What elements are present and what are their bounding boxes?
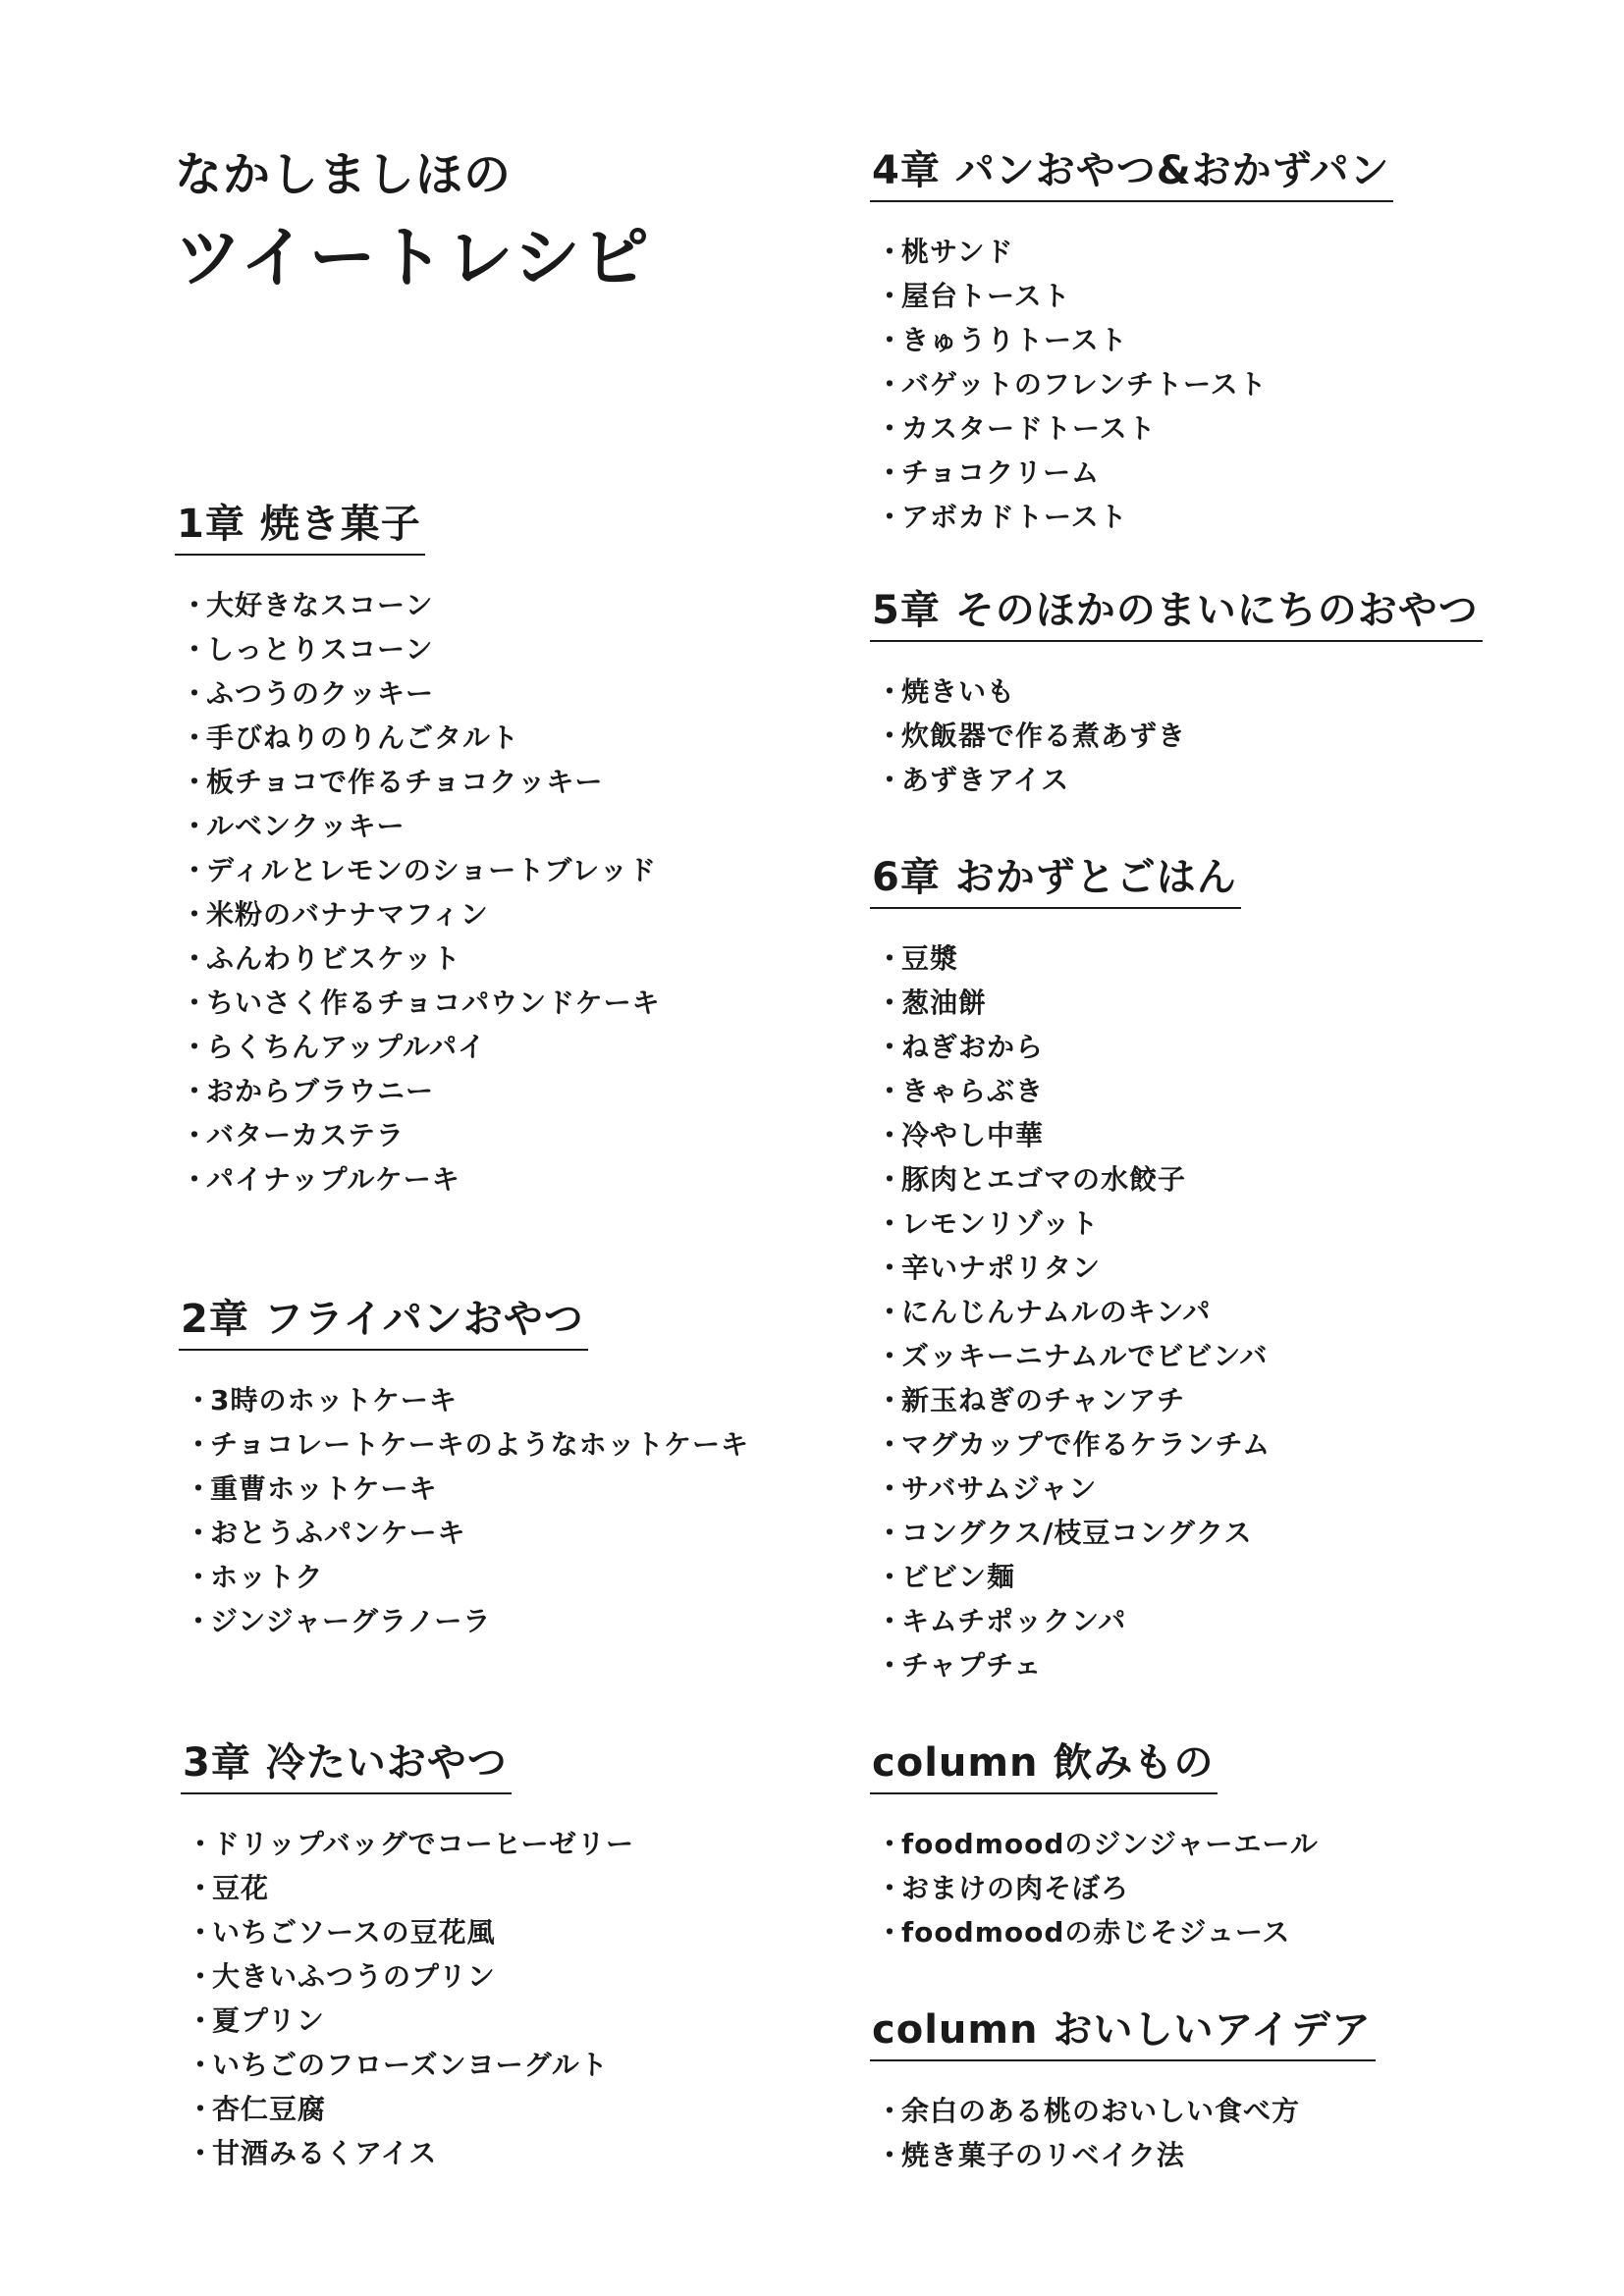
bullet: ・: [876, 1163, 905, 1196]
recipe-list: [870, 936, 1271, 1687]
recipe-name: 辛いナポリタン: [901, 1252, 1102, 1284]
list-item: [179, 1467, 749, 1511]
recipe-name: あずきアイス: [901, 764, 1070, 796]
recipe-name: バターカステラ: [206, 1119, 405, 1151]
section-chapter-5: [870, 585, 1483, 802]
recipe-list: [181, 1822, 634, 2175]
recipe-name: 豚肉とエゴマの水餃子: [901, 1163, 1187, 1196]
recipe-name: 甘酒みるくアイス: [212, 2137, 438, 2169]
bullet: ・: [187, 2049, 216, 2081]
bullet: ・: [876, 1428, 905, 1461]
bullet: ・: [876, 1605, 905, 1637]
recipe-name: 杏仁豆腐: [212, 2093, 327, 2125]
list-item: [870, 1069, 1271, 1113]
list-item: [175, 936, 661, 981]
list-item: [175, 1157, 661, 1201]
section-chapter-4: [870, 145, 1393, 539]
recipe-name: チャプチェ: [901, 1649, 1043, 1682]
list-item: [181, 2087, 634, 2131]
bullet: ・: [876, 764, 905, 796]
bullet: ・: [876, 1649, 905, 1682]
section-column-ideas: [870, 2004, 1376, 2177]
recipe-name: 大きいふつうのプリン: [212, 1960, 496, 1993]
recipe-name: ふんわりビスケット: [206, 942, 461, 975]
recipe-name: 重曹ホットケーキ: [210, 1472, 438, 1505]
list-item: [870, 669, 1483, 714]
title-line-1: なかしましほの: [175, 147, 513, 202]
bullet: ・: [181, 942, 210, 975]
list-item: [870, 495, 1393, 539]
recipe-list: [870, 2089, 1376, 2177]
bullet: ・: [876, 1075, 905, 1107]
section-chapter-2: [179, 1294, 749, 1643]
bullet: ・: [185, 1384, 214, 1416]
bullet: ・: [876, 720, 905, 752]
section-heading: 6章 おかずとごはん: [870, 852, 1241, 909]
title-line-2: ツイートレシピ: [175, 220, 651, 297]
bullet: ・: [181, 766, 210, 798]
bullet: ・: [181, 898, 210, 931]
recipe-name: 冷やし中華: [901, 1119, 1045, 1151]
bullet: ・: [876, 324, 905, 356]
recipe-name: いちごのフローズンヨーグルト: [212, 2049, 609, 2081]
recipe-name: チョコレートケーキのようなホットケーキ: [210, 1428, 750, 1461]
list-item: [175, 892, 661, 936]
bullet: ・: [181, 854, 210, 886]
section-heading: 2章 フライパンおやつ: [179, 1294, 588, 1351]
recipe-name: マグカップで作るケランチム: [901, 1428, 1272, 1461]
list-item: [870, 714, 1483, 758]
recipe-name: 葱油餅: [901, 987, 988, 1019]
list-item: [181, 1954, 634, 1999]
bullet: ・: [876, 1207, 905, 1240]
list-item: [870, 1822, 1319, 1866]
list-item: [870, 1555, 1271, 1599]
list-item: [870, 2089, 1376, 2133]
section-heading: column 飲みもの: [870, 1737, 1218, 1794]
recipe-list: [179, 1378, 749, 1643]
bullet: ・: [876, 236, 905, 268]
list-item: [870, 1378, 1271, 1422]
recipe-name: 板チョコで作るチョコクッキー: [206, 766, 604, 798]
section-heading: column おいしいアイデア: [870, 2004, 1376, 2061]
list-item: [870, 1910, 1319, 1954]
recipe-name: レモンリゾット: [901, 1207, 1100, 1240]
recipe-name: サバサムジャン: [901, 1472, 1098, 1505]
bullet: ・: [185, 1517, 214, 1549]
list-item: [870, 1422, 1271, 1467]
bullet: ・: [876, 1561, 905, 1593]
recipe-list: [870, 230, 1393, 539]
recipe-name: 焼き菓子のリベイク法: [901, 2139, 1185, 2171]
list-item: [870, 1246, 1271, 1290]
bullet: ・: [181, 987, 210, 1019]
recipe-name: しっとりスコーン: [206, 633, 434, 666]
recipe-name: にんじんナムルのキンパ: [901, 1296, 1212, 1328]
bullet: ・: [876, 1828, 905, 1860]
list-item: [179, 1511, 749, 1555]
bullet: ・: [876, 1472, 905, 1505]
section-heading: 3章 冷たいおやつ: [181, 1737, 512, 1794]
recipe-name: 新玉ねぎのチャンアチ: [901, 1384, 1186, 1416]
list-item: [175, 1069, 661, 1113]
bullet: ・: [876, 1031, 905, 1063]
list-item: [870, 1643, 1271, 1687]
list-item: [175, 1025, 661, 1069]
recipe-name: いちごソースの豆花風: [212, 1916, 496, 1949]
section-chapter-1: [175, 499, 661, 1201]
list-item: [870, 1290, 1271, 1334]
list-item: [870, 1599, 1271, 1643]
bullet: ・: [876, 456, 905, 489]
recipe-name: パイナップルケーキ: [206, 1163, 460, 1196]
recipe-name: ズッキーニナムルでビビンバ: [901, 1340, 1269, 1372]
recipe-name: ホットク: [210, 1561, 324, 1593]
recipe-name: ねぎおから: [901, 1031, 1045, 1063]
list-item: [870, 981, 1271, 1025]
recipe-name: バゲットのフレンチトースト: [901, 368, 1268, 400]
list-item: [175, 760, 661, 804]
bullet: ・: [876, 2095, 905, 2127]
recipe-name: ルベンクッキー: [206, 810, 406, 842]
list-item: [870, 1025, 1271, 1069]
recipe-name: チョコクリーム: [901, 456, 1101, 489]
recipe-name: 3時のホットケーキ: [210, 1384, 458, 1416]
list-item: [870, 1511, 1271, 1555]
recipe-list: [870, 669, 1483, 802]
recipe-name: カスタードトースト: [901, 412, 1157, 445]
recipe-name: キムチポックンパ: [901, 1605, 1127, 1637]
list-item: [870, 2133, 1376, 2177]
bullet: ・: [187, 1872, 216, 1904]
bullet: ・: [181, 1075, 210, 1107]
list-item: [181, 1910, 634, 1954]
bullet: ・: [876, 368, 905, 400]
list-item: [870, 1334, 1271, 1378]
bullet: ・: [185, 1561, 214, 1593]
bullet: ・: [185, 1605, 214, 1637]
recipe-name: コングクス/枝豆コングクス: [901, 1517, 1253, 1549]
page-title: [175, 145, 651, 300]
list-item: [181, 1999, 634, 2043]
bullet: ・: [181, 633, 210, 666]
bullet: ・: [187, 1916, 216, 1949]
section-heading: 4章 パンおやつ&おかずパン: [870, 145, 1393, 202]
bullet: ・: [876, 2139, 905, 2171]
bullet: ・: [876, 1517, 905, 1549]
list-item: [179, 1378, 749, 1422]
list-item: [870, 1467, 1271, 1511]
recipe-name: 余白のある桃のおいしい食べ方: [901, 2095, 1301, 2127]
bullet: ・: [187, 2137, 216, 2169]
recipe-name: きゃらぶき: [901, 1075, 1045, 1107]
bullet: ・: [187, 2004, 216, 2037]
list-item: [870, 1866, 1319, 1910]
list-item: [870, 1113, 1271, 1157]
recipe-name: 大好きなスコーン: [206, 589, 434, 621]
list-item: [175, 627, 661, 671]
list-item: [870, 1157, 1271, 1201]
list-item: [870, 230, 1393, 274]
recipe-name: ドリップバッグでコーヒーゼリー: [212, 1828, 634, 1860]
bullet: ・: [185, 1472, 214, 1505]
recipe-list: [175, 583, 661, 1201]
recipe-name: 桃サンド: [901, 236, 1014, 268]
bullet: ・: [187, 2093, 216, 2125]
bullet: ・: [876, 412, 905, 445]
list-item: [175, 981, 661, 1025]
bullet: ・: [876, 987, 905, 1019]
list-item: [181, 2131, 634, 2175]
recipe-name: 炊飯器で作る煮あずき: [901, 720, 1187, 752]
list-item: [870, 1201, 1271, 1246]
recipe-name: アボカドトースト: [901, 501, 1128, 533]
list-item: [175, 804, 661, 848]
recipe-name: foodmoodの赤じそジュース: [901, 1916, 1291, 1949]
bullet: ・: [876, 1872, 905, 1904]
list-item: [175, 716, 661, 760]
recipe-name: おとうふパンケーキ: [210, 1517, 466, 1549]
list-item: [175, 848, 661, 892]
bullet: ・: [181, 1031, 210, 1063]
bullet: ・: [876, 942, 905, 975]
section-chapter-3: [181, 1737, 634, 2175]
bullet: ・: [876, 675, 905, 708]
list-item: [175, 1113, 661, 1157]
bullet: ・: [876, 501, 905, 533]
recipe-name: ジンジャーグラノーラ: [210, 1605, 492, 1637]
bullet: ・: [876, 1119, 905, 1151]
list-item: [181, 2043, 634, 2087]
recipe-name: きゅうりトースト: [901, 324, 1128, 356]
section-heading: 5章 そのほかのまいにちのおやつ: [870, 585, 1483, 642]
bullet: ・: [181, 721, 210, 754]
list-item: [175, 583, 661, 627]
bullet: ・: [876, 1252, 905, 1284]
recipe-list: [870, 1822, 1319, 1954]
recipe-name: 豆花: [212, 1872, 270, 1904]
section-heading: 1章 焼き菓子: [175, 499, 425, 556]
recipe-name: ビビン麺: [901, 1561, 1016, 1593]
bullet: ・: [181, 589, 210, 621]
bullet: ・: [876, 280, 905, 312]
list-item: [179, 1422, 749, 1467]
section-column-drinks: [870, 1737, 1319, 1954]
list-item: [181, 1866, 634, 1910]
bullet: ・: [181, 677, 210, 710]
bullet: ・: [876, 1296, 905, 1328]
list-item: [870, 758, 1483, 802]
bullet: ・: [181, 1119, 210, 1151]
list-item: [175, 671, 661, 716]
recipe-name: おからブラウニー: [206, 1075, 435, 1107]
list-item: [870, 451, 1393, 495]
recipe-name: 屋台トースト: [901, 280, 1071, 312]
list-item: [179, 1555, 749, 1599]
list-item: [870, 936, 1271, 981]
recipe-name: 米粉のバナナマフィン: [206, 898, 489, 931]
list-item: [870, 318, 1393, 362]
list-item: [870, 362, 1393, 406]
bullet: ・: [185, 1428, 214, 1461]
bullet: ・: [187, 1828, 216, 1860]
recipe-name: らくちんアップルパイ: [206, 1031, 486, 1063]
list-item: [179, 1599, 749, 1643]
recipe-name: 豆漿: [901, 942, 959, 975]
bullet: ・: [181, 810, 210, 842]
bullet: ・: [876, 1384, 905, 1416]
section-chapter-6: [870, 852, 1271, 1687]
bullet: ・: [181, 1163, 210, 1196]
list-item: [181, 1822, 634, 1866]
recipe-name: foodmoodのジンジャーエール: [901, 1828, 1319, 1860]
bullet: ・: [187, 1960, 216, 1993]
recipe-name: 手びねりのりんごタルト: [206, 721, 520, 754]
recipe-name: 焼きいも: [901, 675, 1016, 708]
recipe-name: ちいさく作るチョコパウンドケーキ: [206, 987, 661, 1019]
recipe-name: ふつうのクッキー: [206, 677, 435, 710]
list-item: [870, 274, 1393, 318]
recipe-name: おまけの肉そぼろ: [901, 1872, 1130, 1904]
recipe-name: 夏プリン: [212, 2004, 325, 2037]
recipe-name: ディルとレモンのショートブレッド: [206, 854, 657, 886]
bullet: ・: [876, 1340, 905, 1372]
list-item: [870, 406, 1393, 451]
bullet: ・: [876, 1916, 905, 1949]
